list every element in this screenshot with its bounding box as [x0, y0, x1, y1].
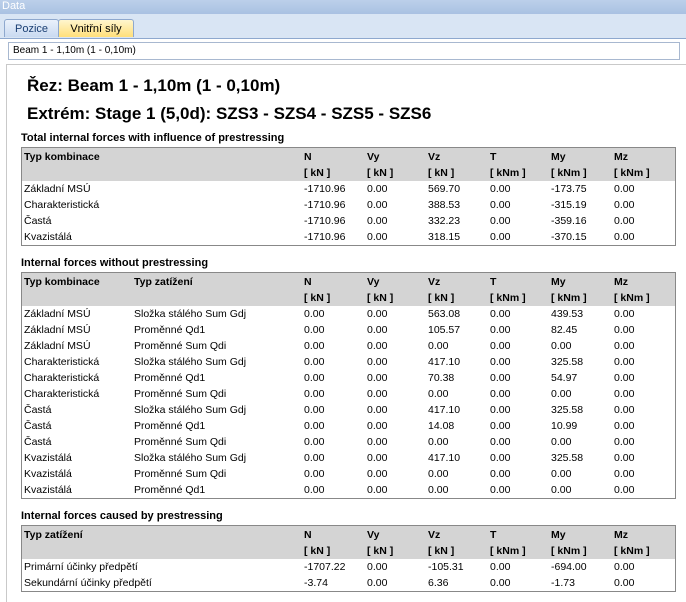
table-row	[22, 482, 675, 498]
table-row	[22, 213, 675, 229]
cell-t: 0.00	[490, 561, 511, 573]
table-row	[22, 466, 675, 482]
cell-mz: 0.00	[614, 215, 635, 227]
col-header-n: N	[304, 276, 312, 288]
table-row	[22, 370, 675, 386]
col-header-t: T	[490, 276, 497, 288]
table-total-forces	[21, 147, 676, 246]
cell-my: -173.75	[551, 183, 587, 195]
cell-t: 0.00	[490, 436, 511, 448]
tab-strip	[0, 14, 686, 39]
cell-vz: 388.53	[428, 199, 461, 211]
cell-vz: 417.10	[428, 452, 461, 464]
cell-t: 0.00	[490, 484, 511, 496]
report-title-extreme: Extrém: Stage 1 (5,0d): SZS3 - SZS4 - SZS5 - SZS6	[27, 104, 432, 123]
cell-vy: 0.00	[367, 420, 388, 432]
cell-vz: 569.70	[428, 183, 461, 195]
col-header-load: Typ zatížení	[24, 529, 83, 541]
report-title-section: Řez: Beam 1 - 1,10m (1 - 0,10m)	[27, 76, 281, 95]
cell-t: 0.00	[490, 577, 511, 589]
cell-n: -1707.22	[304, 561, 346, 573]
cell-my: -359.16	[551, 215, 587, 227]
cell-vz: 0.00	[428, 484, 449, 496]
cell-my: 0.00	[551, 388, 572, 400]
cell-vz: 563.08	[428, 308, 461, 320]
cell-t: 0.00	[490, 324, 511, 336]
col-header-vy: Vy	[367, 151, 380, 163]
col-header-mz: Mz	[614, 276, 628, 288]
cell-n: 0.00	[304, 484, 325, 496]
cell-mz: 0.00	[614, 452, 635, 464]
col-header-vz: Vz	[428, 151, 441, 163]
cell-vy: 0.00	[367, 308, 388, 320]
cell-vz: 417.10	[428, 356, 461, 368]
cell-vy: 0.00	[367, 436, 388, 448]
cell-mz: 0.00	[614, 324, 635, 336]
cell-load: Proměnné Qd1	[134, 324, 206, 336]
table-row	[22, 575, 675, 591]
unit-t: [ kNm ]	[490, 292, 526, 304]
cell-t: 0.00	[490, 420, 511, 432]
cell-t: 0.00	[490, 404, 511, 416]
section-selector[interactable]: Beam 1 - 1,10m (1 - 0,10m)	[8, 42, 680, 60]
cell-n: -1710.96	[304, 231, 346, 243]
cell-vz: 70.38	[428, 372, 455, 384]
table-row	[22, 559, 675, 575]
cell-load: Proměnné Qd1	[134, 420, 206, 432]
cell-load: Sekundární účinky předpětí	[24, 577, 152, 589]
cell-n: -1710.96	[304, 215, 346, 227]
unit-t: [ kNm ]	[490, 167, 526, 179]
cell-mz: 0.00	[614, 308, 635, 320]
cell-load: Proměnné Qd1	[134, 484, 206, 496]
cell-mz: 0.00	[614, 183, 635, 195]
cell-vz: -105.31	[428, 561, 464, 573]
cell-my: -694.00	[551, 561, 587, 573]
cell-n: 0.00	[304, 308, 325, 320]
tab-vnitrni-sily[interactable]: Vnitřní síly	[58, 19, 134, 37]
cell-vz: 417.10	[428, 404, 461, 416]
cell-my: 54.97	[551, 372, 578, 384]
cell-my: -1.73	[551, 577, 575, 589]
col-header-n: N	[304, 151, 312, 163]
tab-pozice[interactable]: Pozice	[4, 19, 59, 37]
unit-vz: [ kN ]	[428, 167, 455, 179]
cell-my: 0.00	[551, 468, 572, 480]
col-header-vy: Vy	[367, 529, 380, 541]
cell-vz: 0.00	[428, 436, 449, 448]
cell-vy: 0.00	[367, 468, 388, 480]
cell-n: -1710.96	[304, 199, 346, 211]
cell-my: -370.15	[551, 231, 587, 243]
section3-heading: Internal forces caused by prestressing	[21, 510, 223, 522]
col-header-combination: Typ kombinace	[24, 276, 100, 288]
cell-vz: 105.57	[428, 324, 461, 336]
cell-n: 0.00	[304, 452, 325, 464]
col-header-my: My	[551, 151, 566, 163]
table-row	[22, 354, 675, 370]
cell-comb: Charakteristická	[24, 199, 100, 211]
cell-comb: Častá	[24, 420, 52, 432]
cell-comb: Charakteristická	[24, 372, 100, 384]
table-forces-without-prestressing	[21, 272, 676, 499]
table-row	[22, 181, 675, 197]
cell-my: 82.45	[551, 324, 578, 336]
cell-my: 325.58	[551, 452, 584, 464]
cell-load: Složka stálého Sum Gdj	[134, 452, 247, 464]
unit-vy: [ kN ]	[367, 545, 394, 557]
col-header-combination: Typ kombinace	[24, 151, 100, 163]
cell-load: Složka stálého Sum Gdj	[134, 404, 247, 416]
cell-t: 0.00	[490, 231, 511, 243]
cell-t: 0.00	[490, 215, 511, 227]
table-row	[22, 386, 675, 402]
cell-t: 0.00	[490, 183, 511, 195]
unit-t: [ kNm ]	[490, 545, 526, 557]
cell-comb: Základní MSÚ	[24, 308, 91, 320]
table-row	[22, 197, 675, 213]
table-body	[22, 306, 675, 498]
cell-n: 0.00	[304, 404, 325, 416]
cell-vy: 0.00	[367, 324, 388, 336]
cell-mz: 0.00	[614, 388, 635, 400]
col-header-t: T	[490, 529, 497, 541]
unit-n: [ kN ]	[304, 167, 331, 179]
table-row	[22, 418, 675, 434]
table-body	[22, 181, 675, 245]
cell-comb: Kvazistálá	[24, 484, 72, 496]
cell-vz: 0.00	[428, 340, 449, 352]
cell-load: Proměnné Sum Qdi	[134, 388, 227, 400]
cell-vy: 0.00	[367, 561, 388, 573]
cell-t: 0.00	[490, 452, 511, 464]
col-header-load: Typ zatížení	[134, 276, 193, 288]
cell-t: 0.00	[490, 388, 511, 400]
cell-n: 0.00	[304, 340, 325, 352]
cell-mz: 0.00	[614, 404, 635, 416]
cell-mz: 0.00	[614, 231, 635, 243]
unit-vy: [ kN ]	[367, 292, 394, 304]
cell-comb: Základní MSÚ	[24, 183, 91, 195]
cell-vy: 0.00	[367, 484, 388, 496]
cell-n: 0.00	[304, 356, 325, 368]
cell-comb: Častá	[24, 436, 52, 448]
cell-load: Proměnné Sum Qdi	[134, 340, 227, 352]
cell-vy: 0.00	[367, 199, 388, 211]
cell-comb: Kvazistálá	[24, 452, 72, 464]
cell-my: 0.00	[551, 340, 572, 352]
cell-vz: 0.00	[428, 388, 449, 400]
cell-vy: 0.00	[367, 215, 388, 227]
cell-n: 0.00	[304, 420, 325, 432]
cell-n: 0.00	[304, 388, 325, 400]
section1-heading: Total internal forces with influence of prestressing	[21, 132, 285, 144]
cell-vy: 0.00	[367, 356, 388, 368]
table-row	[22, 450, 675, 466]
table-row	[22, 338, 675, 354]
col-header-n: N	[304, 529, 312, 541]
cell-n: 0.00	[304, 324, 325, 336]
cell-vy: 0.00	[367, 577, 388, 589]
col-header-my: My	[551, 529, 566, 541]
col-header-mz: Mz	[614, 151, 628, 163]
unit-n: [ kN ]	[304, 292, 331, 304]
cell-vy: 0.00	[367, 183, 388, 195]
cell-mz: 0.00	[614, 356, 635, 368]
unit-mz: [ kNm ]	[614, 292, 650, 304]
col-header-vy: Vy	[367, 276, 380, 288]
cell-n: 0.00	[304, 436, 325, 448]
cell-t: 0.00	[490, 340, 511, 352]
table-body	[22, 559, 675, 591]
cell-vz: 14.08	[428, 420, 455, 432]
unit-n: [ kN ]	[304, 545, 331, 557]
window-title: Data	[2, 0, 26, 12]
cell-comb: Častá	[24, 215, 52, 227]
col-header-vz: Vz	[428, 276, 441, 288]
table-row	[22, 402, 675, 418]
cell-load: Proměnné Sum Qdi	[134, 436, 227, 448]
unit-my: [ kNm ]	[551, 292, 587, 304]
cell-comb: Základní MSÚ	[24, 340, 91, 352]
cell-load: Složka stálého Sum Gdj	[134, 356, 247, 368]
cell-n: -3.74	[304, 577, 328, 589]
unit-my: [ kNm ]	[551, 167, 587, 179]
cell-load: Primární účinky předpětí	[24, 561, 138, 573]
col-header-vz: Vz	[428, 529, 441, 541]
cell-mz: 0.00	[614, 199, 635, 211]
cell-t: 0.00	[490, 372, 511, 384]
cell-n: 0.00	[304, 372, 325, 384]
cell-my: 325.58	[551, 356, 584, 368]
cell-vz: 0.00	[428, 468, 449, 480]
cell-comb: Charakteristická	[24, 388, 100, 400]
col-header-t: T	[490, 151, 497, 163]
cell-t: 0.00	[490, 308, 511, 320]
table-row	[22, 322, 675, 338]
table-prestressing-forces	[21, 525, 676, 592]
unit-vz: [ kN ]	[428, 545, 455, 557]
cell-comb: Základní MSÚ	[24, 324, 91, 336]
unit-vy: [ kN ]	[367, 167, 394, 179]
cell-vz: 332.23	[428, 215, 461, 227]
unit-my: [ kNm ]	[551, 545, 587, 557]
table-row	[22, 434, 675, 450]
table-header	[22, 148, 675, 181]
cell-mz: 0.00	[614, 484, 635, 496]
table-header	[22, 273, 675, 306]
cell-comb: Kvazistálá	[24, 231, 72, 243]
table-header	[22, 526, 675, 559]
cell-n: -1710.96	[304, 183, 346, 195]
cell-comb: Charakteristická	[24, 356, 100, 368]
cell-mz: 0.00	[614, 420, 635, 432]
col-header-mz: Mz	[614, 529, 628, 541]
cell-n: 0.00	[304, 468, 325, 480]
section2-heading: Internal forces without prestressing	[21, 257, 209, 269]
cell-my: 439.53	[551, 308, 584, 320]
unit-vz: [ kN ]	[428, 292, 455, 304]
cell-mz: 0.00	[614, 561, 635, 573]
cell-load: Proměnné Qd1	[134, 372, 206, 384]
cell-my: 10.99	[551, 420, 578, 432]
cell-vz: 6.36	[428, 577, 449, 589]
cell-vy: 0.00	[367, 388, 388, 400]
cell-my: -315.19	[551, 199, 587, 211]
cell-t: 0.00	[490, 199, 511, 211]
cell-vy: 0.00	[367, 452, 388, 464]
cell-mz: 0.00	[614, 436, 635, 448]
cell-mz: 0.00	[614, 468, 635, 480]
cell-comb: Častá	[24, 404, 52, 416]
cell-my: 325.58	[551, 404, 584, 416]
cell-vy: 0.00	[367, 340, 388, 352]
cell-vy: 0.00	[367, 372, 388, 384]
unit-mz: [ kNm ]	[614, 167, 650, 179]
cell-vz: 318.15	[428, 231, 461, 243]
cell-mz: 0.00	[614, 577, 635, 589]
cell-comb: Kvazistálá	[24, 468, 72, 480]
cell-load: Proměnné Sum Qdi	[134, 468, 227, 480]
window-titlebar	[0, 0, 686, 14]
cell-load: Složka stálého Sum Gdj	[134, 308, 247, 320]
cell-my: 0.00	[551, 436, 572, 448]
cell-my: 0.00	[551, 484, 572, 496]
cell-vy: 0.00	[367, 231, 388, 243]
cell-t: 0.00	[490, 356, 511, 368]
cell-mz: 0.00	[614, 340, 635, 352]
cell-vy: 0.00	[367, 404, 388, 416]
table-row	[22, 229, 675, 245]
table-row	[22, 306, 675, 322]
col-header-my: My	[551, 276, 566, 288]
cell-t: 0.00	[490, 468, 511, 480]
unit-mz: [ kNm ]	[614, 545, 650, 557]
cell-mz: 0.00	[614, 372, 635, 384]
